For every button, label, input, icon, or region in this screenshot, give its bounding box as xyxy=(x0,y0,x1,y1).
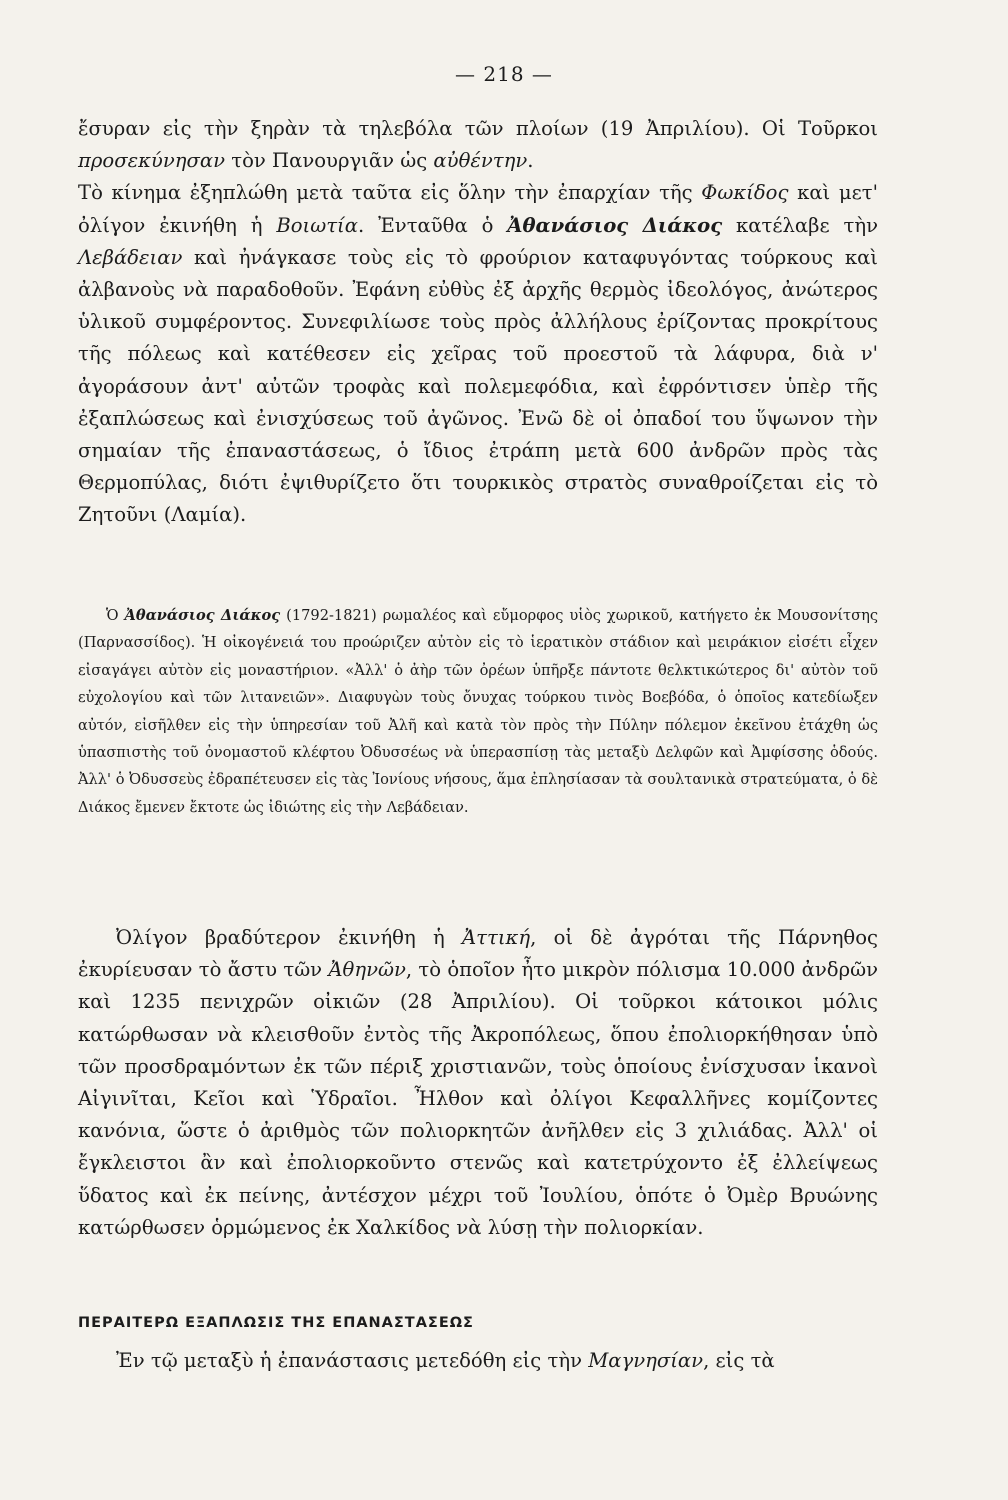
page-number: — 218 — xyxy=(455,62,553,86)
paragraph-text: Ἐν τῷ μεταξὺ ἡ ἐπανάστασις μετεδόθη εἰς τὴν Μαγνησίαν, εἰς τὰ xyxy=(116,1349,775,1372)
name-athanasios-diakos: Ἀθανάσιος Διάκος xyxy=(507,213,723,237)
paragraph-text: ἔσυραν εἰς τὴν ξηρὰν τὰ τηλεβόλα τῶν πλοίων (19 Ἀπριλίου). Οἱ Τοῦρκοι προσεκύνησαν τὸν Πανουργιᾶν ὡς αὐθέντην. Τὸ κίνημα ἐξηπλώθη μετὰ ταῦτα εἰς ὅλην τὴν ἐπαρχίαν τῆς Φωκίδος καὶ μετ' ὀλίγον ἐκινήθη ἡ Βοιωτία. Ἐνταῦθα ὁ Ἀθανάσιος Διάκος κατέλαβε τὴν Λεβάδειαν καὶ ἠνάγκασε τοὺς εἰς τὸ φρούριον καταφυγόντας τούρκους καὶ ἀλβανοὺς νὰ παραδοθοῦν. Ἐφάνη εὐθὺς ἐξ ἀρχῆς θερμὸς ἰδεολόγος, ἀνώτερος ὑλικοῦ συμφέροντος. Συνεφιλίωσε τοὺς πρὸς ἀλλήλους ἐρίζοντας προκρίτους τῆς πόλεως καὶ κατέθεσεν εἰς χεῖρας τοῦ προεστοῦ τὰ λάφυρα, διὰ ν' ἀγοράσουν ἀντ' αὐτῶν τροφὰς καὶ πολεμεφόδια, καὶ ἐφρόντισεν ὑπὲρ τῆς ἐξαπλώσεως καὶ ἐνισχύσεως τοῦ ἀγῶνος. Ἐνῶ δὲ οἱ ὀπαδοί του ὕψωνον τὴν σημαίαν τῆς ἐπαναστάσεως, ὁ ἴδιος ἐτράπη μετὰ 600 ἀνδρῶν πρὸς τὰς Θερμοπύλας, διότι ἐψιθυρίζετο ὅτι τουρκικὸς στρατὸς συναθροίζεται εἰς τὸ Ζητοῦνι (Λαμία). xyxy=(78,117,878,527)
biographical-note xyxy=(78,602,878,821)
paragraph-magnesia xyxy=(78,1345,878,1377)
paragraph-attica xyxy=(78,922,878,1244)
paragraph-text: Ὀλίγον βραδύτερον ἐκινήθη ἡ Ἀττική, οἱ δὲ ἀγρόται τῆς Πάρνηθος ἐκυρίευσαν τὸ ἄστυ τῶν Ἀθηνῶν, τὸ ὁποῖον ἦτο μικρὸν πόλισμα 10.000 ἀνδρῶν καὶ 1235 πενιχρῶν οἰκιῶν (28 Ἀπριλίου). Οἱ τοῦρκοι κάτοικοι μόλις κατώρθωσαν νὰ κλεισθοῦν ἐντὸς τῆς Ἀκροπόλεως, ὅπου ἐπολιορκήθησαν ὑπὸ τῶν προσδραμόντων ἐκ τῶν πέριξ χριστιανῶν, τοὺς ὁποίους ἐνίσχυσαν ἱκανοὶ Αἰγινῖται, Κεῖοι καὶ Ὑδραῖοι. Ἦλθον καὶ ὀλίγοι Κεφαλλῆνες κομίζοντες κανόνια, ὥστε ὁ ἀριθμὸς τῶν πολιορκητῶν ἀνῆλθεν εἰς 3 χιλιάδας. Ἀλλ' οἱ ἔγκλειστοι ἂν καὶ ἐπολιορκοῦντο στενῶς καὶ κατετρύχοντο ἐξ ἐλλείψεως ὕδατος καὶ ἐκ πείνης, ἀντέσχον μέχρι τοῦ Ἰουλίου, ὁπότε ὁ Ὀμὲρ Βρυώνης κατώρθωσεν ὁρμώμενος ἐκ Χαλκίδος νὰ λύσῃ τὴν πολιορκίαν. xyxy=(78,926,879,1239)
note-text: Ὁ Ἀθανάσιος Διάκος (1792-1821) ρωμαλέος καὶ εὔμορφος υἱὸς χωρικοῦ, κατήγετο ἐκ Μουσονίτσης (Παρνασσίδος). Ἡ οἰκογένειά του προώριζεν αὐτὸν εἰς τὸ ἱερατικὸν στάδιον καὶ μειράκιον εἰσέτι εἶχεν εἰσαγάγει αὐτὸν εἰς μοναστήριον. «Ἀλλ' ὁ ἀὴρ τῶν ὀρέων ὑπῆρξε πάντοτε θελκτικώτερος δι' αὐτὸν τοῦ εὐχολογίου καὶ τῶν λιτανειῶν». Διαφυγὼν τοὺς ὄνυχας τούρκου τινὸς Βοεβόδα, ὁ ὁποῖος κατεδίωξεν αὐτόν, εἰσῆλθεν εἰς τὴν ὑπηρεσίαν τοῦ Ἀλῆ καὶ κατὰ τὸν πρὸς τὴν Πύλην πόλεμον ἐκεῖνου ἐτάχθη ὡς ὑπασπιστὴς τοῦ ὀνομαστοῦ κλέφτου Ὀδυσσέως νὰ ὑπερασπίσῃ τὰς μεταξὺ Δελφῶν καὶ Ἀμφίσσης ὁδούς. Ἀλλ' ὁ Ὀδυσσεὺς ἐδραπέτευσεν εἰς τὰς Ἰονίους νήσους, ἅμα ἐπλησίασαν τὰ σουλτανικὰ στρατεύματα, ὁ δὲ Διάκος ἔμενεν ἔκτοτε ὡς ἰδιώτης εἰς τὴν Λεβάδειαν. xyxy=(78,607,878,816)
paragraph-athanasios-diakos xyxy=(78,113,878,532)
section-heading: ΠΕΡΑΙΤΕΡΩ ΕΞΑΠΛΩΣΙΣ ΤΗΣ ΕΠΑΝΑΣΤΑΣΕΩΣ xyxy=(78,1315,474,1331)
